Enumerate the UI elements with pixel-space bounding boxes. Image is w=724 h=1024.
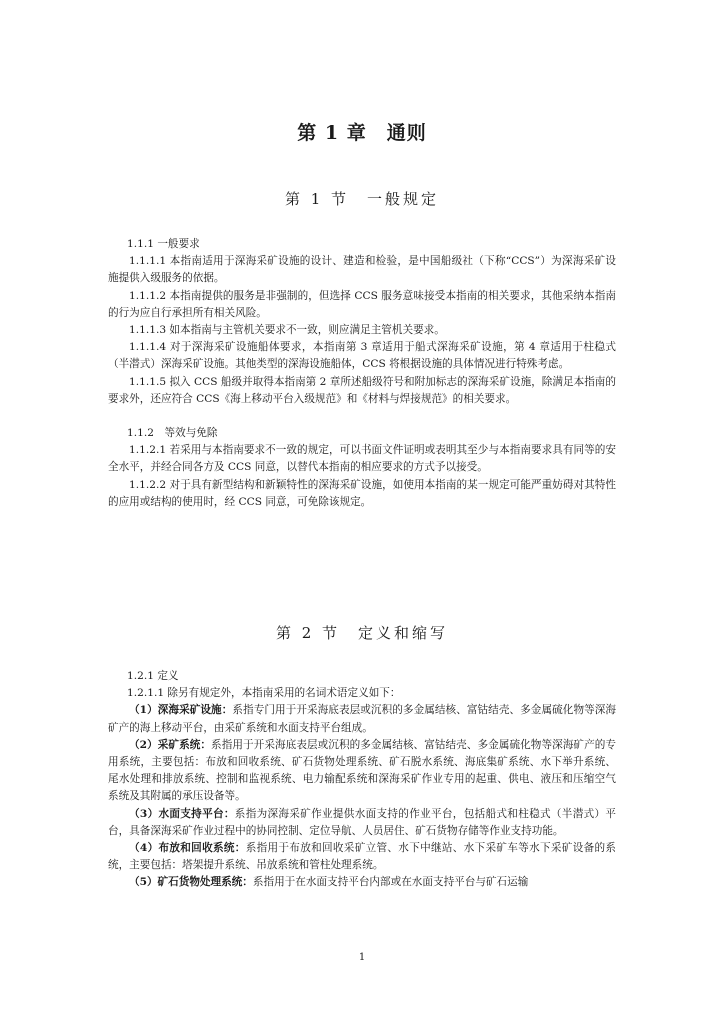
- definition-term: （4）布放和回收系统：: [129, 842, 246, 855]
- definition-item: [108, 737, 616, 806]
- definition-text: 系指用于开采海底表层或沉积的多金属结核、富钴结壳、多金属硫化物等深海矿产的专用系统，主要包括：布放和回收系统、矿石货物处理系统、矿石脱水系统、海底集矿系统、水下举升系统、尾水处理和排放系统、控制和监视系统、电力输配系统和深海采矿作业专用的起重、供电、液压和压缩空气系统及其附属的承压设备等。: [108, 738, 616, 803]
- section-title-2: 第 2 节 定义和缩写: [275, 624, 449, 642]
- definition-item: [108, 840, 616, 874]
- section-title-1: 第 1 节 一般规定: [284, 190, 440, 208]
- section-1-body: [108, 236, 616, 511]
- subsection-heading: 1.2.1 定义: [127, 670, 179, 682]
- clause-paragraph: 1.1.1.2 本指南提供的服务是非强制的，但选择 CCS 服务意味接受本指南的相关要求，其他采纳本指南的行为应自行承担所有相关风险。: [108, 289, 616, 319]
- subsection-heading: 1.1.1 一般要求: [127, 238, 200, 250]
- clause-paragraph: 1.2.1.1 除另有规定外，本指南采用的名词术语定义如下：: [127, 687, 401, 700]
- clause-paragraph: 1.1.2.1 若采用与本指南要求不一致的规定，可以书面文件证明或表明其至少与本指南要求具有同等的安全水平，并经合同各方及 CCS 同意，以替代本指南的相应要求的方式予以接受。: [108, 444, 616, 474]
- page-number: 1: [358, 952, 366, 963]
- definition-term: （2）采矿系统：: [129, 738, 212, 751]
- clause-paragraph: 1.1.1.4 对于深海采矿设施船体要求，本指南第 3 章适用于船式深海采矿设施，第 4 章适用于柱稳式（半潜式）深海采矿设施。其他类型的深海设施船体，CCS 将根据设施的具体情况进行特殊考虑。: [108, 341, 616, 371]
- definition-term: （5）矿石货物处理系统：: [129, 876, 253, 889]
- definition-item: [108, 874, 616, 891]
- subsection-heading: 1.1.2 等效与免除: [127, 427, 218, 440]
- clause-paragraph: 1.1.1.3 如本指南与主管机关要求不一致，则应满足主管机关要求。: [129, 324, 445, 337]
- section-2-body: [108, 668, 616, 892]
- clause-paragraph: 1.1.1.1 本指南适用于深海采矿设施的设计、建造和检验，是中国船级社（下称“CCS”）为深海采矿设施提供入级服务的依据。: [108, 255, 616, 285]
- clause-paragraph: 1.1.2.2 对于具有新型结构和新颖特性的深海采矿设施，如使用本指南的某一规定可能严重妨碍对其特性的应用或结构的使用时，经 CCS 同意，可免除该规定。: [108, 478, 616, 508]
- definition-text: 系指用于在水面支持平台内部或在水面支持平台与矿石运输: [252, 876, 529, 889]
- clause-paragraph: 1.1.1.5 拟入 CCS 船级并取得本指南第 2 章所述船级符号和附加标志的深海采矿设施，除满足本指南的要求外，还应符合 CCS《海上移动平台入级规范》和《材料与焊接规范》的相关要求。: [108, 375, 616, 405]
- definition-text: 系指为深海采矿作业提供水面支持的作业平台，包括船式和柱稳式（半潜式）平台，具备深海采矿作业过程中的协同控制、定位导航、人员居住、矿石货物存储等作业支持功能。: [108, 807, 617, 837]
- definition-item: [108, 702, 616, 736]
- chapter-title: 第 1 章 通则: [297, 122, 427, 144]
- definition-text: 系指用于布放和回收采矿立管、水下中继站、水下采矿车等水下采矿设备的系统，主要包括：塔架提升系统、吊放系统和管柱处理系统。: [108, 842, 616, 872]
- definition-text: 系指专门用于开采海底表层或沉积的多金属结核、富钴结壳、多金属硫化物等深海矿产的海上移动平台，由采矿系统和水面支持平台组成。: [108, 704, 617, 734]
- definition-term: （1）深海采矿设施：: [129, 704, 233, 717]
- definition-item: [108, 806, 616, 840]
- definition-term: （3）水面支持平台：: [129, 807, 235, 820]
- paragraph-gap: [108, 408, 616, 425]
